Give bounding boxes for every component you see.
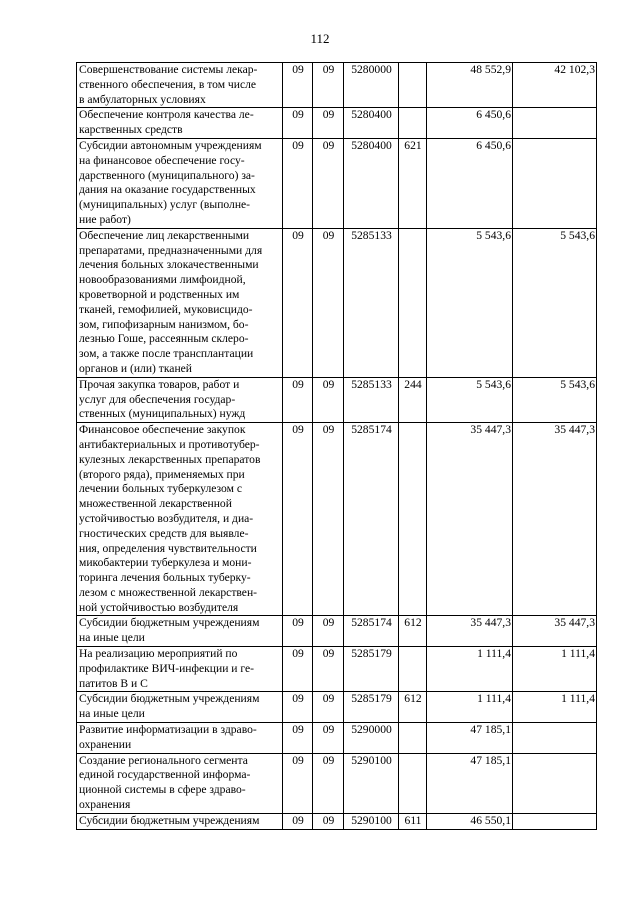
expense-name-line: антибактериальных и противотубер-	[79, 437, 260, 451]
expense-type-code-cell: 612	[399, 616, 427, 647]
expense-name-cell	[77, 616, 283, 647]
amount-cell: 6 450,6	[427, 138, 513, 228]
expense-name-cell	[77, 647, 283, 692]
target-article-code-cell: 5285174	[344, 423, 399, 616]
target-article-code-cell: 5280400	[344, 138, 399, 228]
amount-cell: 35 447,3	[427, 423, 513, 616]
table-row	[77, 723, 597, 754]
amount-federal-cell: 5 543,6	[513, 228, 597, 377]
amount-cell: 1 111,4	[427, 647, 513, 692]
expense-name-line: ной устойчивостью возбудителя	[79, 600, 239, 614]
expense-name-line: микобактерии туберкулеза и мони-	[79, 556, 252, 570]
expense-name-line: Совершенствование системы лекар-	[79, 63, 258, 76]
table-row	[77, 616, 597, 647]
expense-name-cell	[77, 377, 283, 422]
target-article-code-cell: 5290100	[344, 813, 399, 829]
table-row	[77, 377, 597, 422]
section-code-cell: 09	[283, 647, 313, 692]
budget-table-body	[77, 63, 597, 830]
expense-name-line: ние работ)	[79, 212, 131, 226]
expense-type-code-cell	[399, 723, 427, 754]
expense-name-line: ционной системы в сфере здраво-	[79, 783, 246, 797]
section-code-cell: 09	[283, 138, 313, 228]
section-code-cell: 09	[283, 692, 313, 723]
target-article-code-cell: 5290100	[344, 753, 399, 813]
amount-federal-cell: 35 447,3	[513, 423, 597, 616]
expense-name-line: в амбулаторных условиях	[79, 92, 206, 106]
subsection-code-cell: 09	[313, 647, 344, 692]
target-article-code-cell: 5290000	[344, 723, 399, 754]
expense-type-code-cell	[399, 753, 427, 813]
expense-name-line: торинга лечения больных туберку-	[79, 571, 251, 585]
expense-name-line: услуг для обеспечения государ-	[79, 392, 236, 406]
expense-type-code-cell	[399, 63, 427, 108]
subsection-code-cell: 09	[313, 63, 344, 108]
subsection-code-cell: 09	[313, 108, 344, 139]
amount-federal-cell: 1 111,4	[513, 692, 597, 723]
expense-name-line: дарственного (муниципального) за-	[79, 168, 255, 182]
expense-name-line: ственных (муниципальных) нужд	[79, 407, 246, 421]
expense-name-cell	[77, 753, 283, 813]
table-row	[77, 753, 597, 813]
table-row	[77, 138, 597, 228]
expense-type-code-cell: 621	[399, 138, 427, 228]
expense-name-line: новообразованиями лимфоидной,	[79, 273, 246, 287]
expense-type-code-cell: 612	[399, 692, 427, 723]
expense-name-line: лезнью Гоше, рассеянным склеро-	[79, 332, 249, 346]
expense-name-line: зом, а также после трансплантации	[79, 347, 254, 361]
expense-name-line: Субсидии бюджетным учреждениям	[79, 692, 260, 706]
expense-name-line: множественной лекарственной	[79, 497, 232, 511]
amount-federal-cell	[513, 813, 597, 829]
expense-name-line: на иные цели	[79, 631, 145, 645]
expense-name-cell	[77, 423, 283, 616]
expense-name-line: охранении	[79, 737, 132, 751]
expense-name-cell	[77, 138, 283, 228]
amount-federal-cell: 1 111,4	[513, 647, 597, 692]
expense-name-line: лечении больных туберкулезом с	[79, 482, 242, 496]
target-article-code-cell: 5285179	[344, 692, 399, 723]
expense-name-line: ния, определения чувствительности	[79, 541, 257, 555]
expense-name-line: (второго ряда), применяемых при	[79, 467, 245, 481]
amount-cell: 5 543,6	[427, 377, 513, 422]
expense-name-line: патитов В и С	[79, 676, 148, 690]
target-article-code-cell: 5285133	[344, 377, 399, 422]
subsection-code-cell: 09	[313, 723, 344, 754]
section-code-cell: 09	[283, 813, 313, 829]
section-code-cell: 09	[283, 108, 313, 139]
expense-name-line: лечения больных злокачественными	[79, 258, 259, 272]
table-row	[77, 423, 597, 616]
expense-name-cell	[77, 813, 283, 829]
section-code-cell: 09	[283, 723, 313, 754]
expense-name-line: охранения	[79, 798, 131, 812]
amount-cell: 6 450,6	[427, 108, 513, 139]
section-code-cell: 09	[283, 753, 313, 813]
amount-federal-cell	[513, 138, 597, 228]
table-row	[77, 647, 597, 692]
expense-name-line: Субсидии бюджетным учреждениям	[79, 813, 260, 827]
table-row	[77, 813, 597, 829]
expense-type-code-cell	[399, 423, 427, 616]
expense-type-code-cell	[399, 228, 427, 377]
expense-name-line: зом, гипофизарным нанизмом, бо-	[79, 317, 249, 331]
section-code-cell: 09	[283, 377, 313, 422]
subsection-code-cell: 09	[313, 138, 344, 228]
amount-cell: 47 185,1	[427, 723, 513, 754]
target-article-code-cell: 5285179	[344, 647, 399, 692]
expense-name-line: ственного обеспечения, в том числе	[79, 77, 257, 91]
expense-name-cell	[77, 63, 283, 108]
expense-type-code-cell	[399, 108, 427, 139]
expense-name-line: Создание регионального сегмента	[79, 753, 248, 767]
amount-federal-cell	[513, 753, 597, 813]
amount-federal-cell	[513, 723, 597, 754]
amount-federal-cell: 42 102,3	[513, 63, 597, 108]
expense-name-cell	[77, 228, 283, 377]
subsection-code-cell: 09	[313, 377, 344, 422]
section-code-cell: 09	[283, 63, 313, 108]
table-row	[77, 228, 597, 377]
expense-name-line: кулезных лекарственных препаратов	[79, 452, 261, 466]
amount-federal-cell	[513, 108, 597, 139]
expense-name-line: лезом с множественной лекарствен-	[79, 585, 258, 599]
expense-type-code-cell: 611	[399, 813, 427, 829]
subsection-code-cell: 09	[313, 753, 344, 813]
amount-cell: 47 185,1	[427, 753, 513, 813]
expense-name-line: тканей, гемофилией, муковисцидо-	[79, 302, 253, 316]
expense-name-line: органов и (или) тканей	[79, 361, 193, 375]
expense-name-cell	[77, 108, 283, 139]
expense-type-code-cell: 244	[399, 377, 427, 422]
expense-type-code-cell	[399, 647, 427, 692]
expense-name-cell	[77, 723, 283, 754]
amount-cell: 48 552,9	[427, 63, 513, 108]
amount-cell: 46 550,1	[427, 813, 513, 829]
target-article-code-cell: 5280000	[344, 63, 399, 108]
subsection-code-cell: 09	[313, 423, 344, 616]
budget-table	[76, 62, 597, 830]
expense-name-line: единой государственной информа-	[79, 768, 251, 782]
section-code-cell: 09	[283, 423, 313, 616]
amount-cell: 5 543,6	[427, 228, 513, 377]
expense-name-line: устойчивостью возбудителя, и диа-	[79, 511, 254, 525]
expense-name-line: на финансовое обеспечение госу-	[79, 153, 245, 167]
expense-name-line: Финансовое обеспечение закупок	[79, 423, 246, 437]
page-number: 112	[310, 31, 330, 46]
expense-name-line: Развитие информатизации в здраво-	[79, 723, 257, 737]
expense-name-line: Субсидии бюджетным учреждениям	[79, 616, 260, 630]
expense-name-line: На реализацию мероприятий по	[79, 647, 238, 661]
expense-name-line: Обеспечение контроля качества ле-	[79, 108, 254, 122]
expense-name-line: кроветворной и родственных им	[79, 287, 240, 301]
subsection-code-cell: 09	[313, 616, 344, 647]
subsection-code-cell: 09	[313, 692, 344, 723]
section-code-cell: 09	[283, 228, 313, 377]
expense-name-line: профилактике ВИЧ-инфекции и ге-	[79, 661, 255, 675]
target-article-code-cell: 5285133	[344, 228, 399, 377]
table-row	[77, 63, 597, 108]
amount-federal-cell: 5 543,6	[513, 377, 597, 422]
expense-name-line: Прочая закупка товаров, работ и	[79, 377, 240, 391]
table-row	[77, 692, 597, 723]
expense-name-line: на иные цели	[79, 707, 145, 721]
subsection-code-cell: 09	[313, 228, 344, 377]
expense-name-line: (муниципальных) услуг (выполне-	[79, 198, 251, 212]
expense-name-line: препаратами, предназначенными для	[79, 243, 263, 257]
expense-name-line: карственных средств	[79, 123, 183, 137]
expense-name-line: Обеспечение лиц лекарственными	[79, 228, 250, 242]
section-code-cell: 09	[283, 616, 313, 647]
target-article-code-cell: 5285174	[344, 616, 399, 647]
subsection-code-cell: 09	[313, 813, 344, 829]
amount-cell: 35 447,3	[427, 616, 513, 647]
amount-federal-cell: 35 447,3	[513, 616, 597, 647]
amount-cell: 1 111,4	[427, 692, 513, 723]
expense-name-cell	[77, 692, 283, 723]
target-article-code-cell: 5280400	[344, 108, 399, 139]
expense-name-line: гностических средств для выявле-	[79, 526, 249, 540]
expense-name-line: дания на оказание государственных	[79, 183, 256, 197]
table-row	[77, 108, 597, 139]
expense-name-line: Субсидии автономным учреждениям	[79, 138, 262, 152]
